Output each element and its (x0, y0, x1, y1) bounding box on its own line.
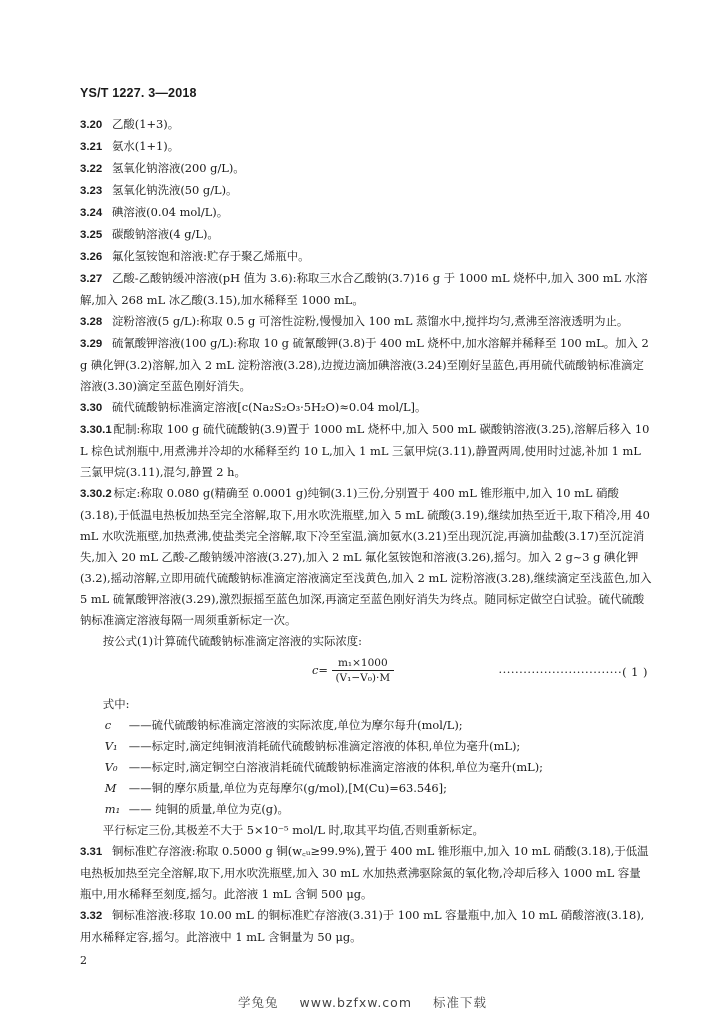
definition-item (103, 736, 652, 757)
section-item (80, 158, 652, 180)
definition-text: ——标定时,滴定铜空白溶液消耗硫代硫酸钠标准滴定溶液的体积,单位为毫升(mL); (128, 760, 544, 774)
section-number: 3.28 (80, 316, 103, 328)
section-item (80, 311, 652, 333)
section-number: 3.25 (80, 229, 103, 241)
formula-fraction (332, 656, 394, 685)
document-body (80, 114, 652, 948)
footer-watermark (0, 993, 725, 1011)
section-number: 3.23 (80, 185, 103, 197)
section-text: 碘溶液(0.04 mol/L)。 (112, 205, 229, 219)
leader-dots: ······························ (498, 665, 623, 679)
section-text: 配制:称取 100 g 硫代硫酸钠(3.9)置于 1000 mL 烧杯中,加入 500 mL 碳酸钠溶液(3.25),溶解后移入 10 L 棕色试剂瓶中,用煮沸并冷却的水稀释至约 10 L,加入 1 mL 三氯甲烷(3.11),静置两周,使用时过滤,补加 1 mL 三氯甲烷(3.11),混匀,静置 2 h。 (80, 422, 650, 479)
section-number: 3.30.1 (80, 424, 112, 436)
section-text: 氨水(1+1)。 (112, 139, 180, 153)
formula-block (80, 654, 652, 690)
section-item (80, 224, 652, 246)
definition-text: ——铜的摩尔质量,单位为克每摩尔(g/mol),[M(Cu)=63.546]; (128, 781, 447, 795)
footer-url[interactable]: www.bzfxw.com (299, 995, 413, 1010)
section-text: 氟化氢铵饱和溶液:贮存于聚乙烯瓶中。 (112, 249, 310, 263)
section-text: 氢氧化钠洗液(50 g/L)。 (112, 183, 238, 197)
section-text: 硫代硫酸钠标准滴定溶液[c(Na₂S₂O₃·5H₂O)≈0.04 mol/L]。 (112, 400, 427, 414)
footer-site-name: 学兔兔 (237, 995, 279, 1010)
definition-item (103, 757, 652, 778)
section-number: 3.26 (80, 251, 103, 263)
section-text: 乙酸(1+3)。 (112, 117, 180, 131)
definition-item (103, 799, 652, 820)
section-number: 3.20 (80, 119, 103, 131)
section-number: 3.32 (80, 910, 103, 922)
definitions-list (80, 715, 652, 820)
definition-text: ——硫代硫酸钠标准滴定溶液的实际浓度,单位为摩尔每升(mol/L); (128, 718, 463, 732)
section-item (80, 419, 652, 483)
definition-symbol: V₁ (104, 739, 118, 753)
formula-denominator: (V₁−V₀)·M (335, 672, 391, 684)
definition-text: ——标定时,滴定纯铜液消耗硫代硫酸钠标准滴定溶液的体积,单位为毫升(mL); (128, 739, 521, 753)
section-item (80, 905, 652, 948)
page-number: 2 (80, 954, 87, 967)
definition-symbol: c (104, 718, 112, 732)
formula-intro: 按公式(1)计算硫代硫酸钠标准滴定溶液的实际浓度: (102, 634, 362, 648)
section-text: 碳酸钠溶液(4 g/L)。 (112, 227, 219, 241)
section-text: 标定:称取 0.080 g(精确至 0.0001 g)纯铜(3.1)三份,分别置于 400 mL 锥形瓶中,加入 10 mL 硝酸(3.18),于低温电热板加热至完全溶解,取下,用水吹洗瓶壁,加入 5 mL 硫酸(3.19),继续加热至近干,取下稍冷,用 40 mL 水吹洗瓶壁,加热煮沸,使盐类完全溶解,取下冷至室温,滴加氨水(3.21)至出现沉淀,再滴加盐酸(3.17)至沉淀消失,加入 20 mL 乙酸-乙酸钠缓冲溶液(3.27),加入 2 mL 氟化氢铵饱和溶液(3.26),摇匀。加入 2 g~3 g 碘化钾(3.2),摇动溶解,立即用硫代硫酸钠标准滴定溶液滴定至浅黄色,加入 2 mL 淀粉溶液(3.28),继续滴定至浅蓝色,加入 5 mL 硫氰酸钾溶液(3.29),激烈振摇至蓝色加深,再滴定至蓝色刚好消失为终点。随同标定做空白试验。硫代硫酸钠标准滴定溶液每隔一周须重新标定一次。 (80, 486, 652, 627)
section-item (80, 483, 652, 631)
section-item (80, 841, 652, 905)
definition-symbol: V₀ (104, 760, 118, 774)
formula (312, 656, 394, 685)
section-number: 3.21 (80, 141, 103, 153)
section-text: 硫氰酸钾溶液(100 g/L):称取 10 g 硫氰酸钾(3.8)于 400 mL 烧杯中,加水溶解并稀释至 100 mL。加入 2 g 碘化钾(3.2)溶解,加入 2 mL 淀粉溶液(3.28),边搅边滴加碘溶液(3.24)至刚好呈蓝色,再用硫代硫酸钠标准滴定溶液(3.30)滴定至蓝色刚好消失。 (80, 336, 649, 393)
section-text: 乙酸-乙酸钠缓冲溶液(pH 值为 3.6):称取三水合乙酸钠(3.7)16 g 于 1000 mL 烧杯中,加入 300 mL 水溶解,加入 268 mL 冰乙酸(3.15),加水稀释至 1000 mL。 (80, 271, 648, 307)
section-number: 3.31 (80, 846, 103, 858)
section-number: 3.30 (80, 402, 103, 414)
equation-label: ( 1 ) (622, 665, 648, 679)
section-item (80, 180, 652, 202)
footer-tagline: 标准下载 (433, 995, 488, 1010)
definition-symbol: M (104, 781, 117, 795)
section-number: 3.24 (80, 207, 103, 219)
section-text: 氢氧化钠溶液(200 g/L)。 (112, 161, 245, 175)
section-text: 铜标准溶液:移取 10.00 mL 的铜标准贮存溶液(3.31)于 100 mL 容量瓶中,加入 10 mL 硝酸溶液(3.18),用水稀释定容,摇匀。此溶液中 1 mL 含铜量为 50 μg。 (80, 908, 645, 944)
section-item (80, 202, 652, 224)
definition-symbol: m₁ (104, 802, 121, 816)
definition-item (103, 778, 652, 799)
section-item (80, 333, 652, 397)
section-item (80, 246, 652, 268)
section-number: 3.30.2 (80, 488, 112, 500)
section-number: 3.22 (80, 163, 103, 175)
formula-lhs: c= (312, 663, 328, 677)
section-number: 3.29 (80, 338, 103, 350)
where-label: 式中: (102, 697, 130, 711)
formula-numerator: m₁×1000 (332, 656, 394, 671)
section-text: 淀粉溶液(5 g/L):称取 0.5 g 可溶性淀粉,慢慢加入 100 mL 蒸馏水中,搅拌均匀,煮沸至溶液透明为止。 (112, 314, 629, 328)
definition-text: —— 纯铜的质量,单位为克(g)。 (128, 802, 289, 816)
parallel-note: 平行标定三份,其极差不大于 5×10⁻⁵ mol/L 时,取其平均值,否则重新标定。 (102, 823, 484, 837)
equation-number (498, 662, 648, 683)
section-item (80, 114, 652, 136)
section-item (80, 268, 652, 311)
definition-item (103, 715, 652, 736)
section-item (80, 136, 652, 158)
section-number: 3.27 (80, 273, 103, 285)
section-item (80, 397, 652, 419)
section-text: 铜标准贮存溶液:称取 0.5000 g 铜(w꜀ᵤ≥99.9%),置于 400 mL 锥形瓶中,加入 10 mL 硝酸(3.18),于低温电热板加热至完全溶解,取下,用水吹洗瓶壁,加入 30 mL 水加热煮沸驱除氮的氧化物,冷却后移入 1000 mL 容量瓶中,用水稀释至刻度,摇匀。此溶液 1 mL 含铜 500 μg。 (80, 844, 649, 901)
standard-code: YS/T 1227. 3—2018 (80, 86, 197, 100)
